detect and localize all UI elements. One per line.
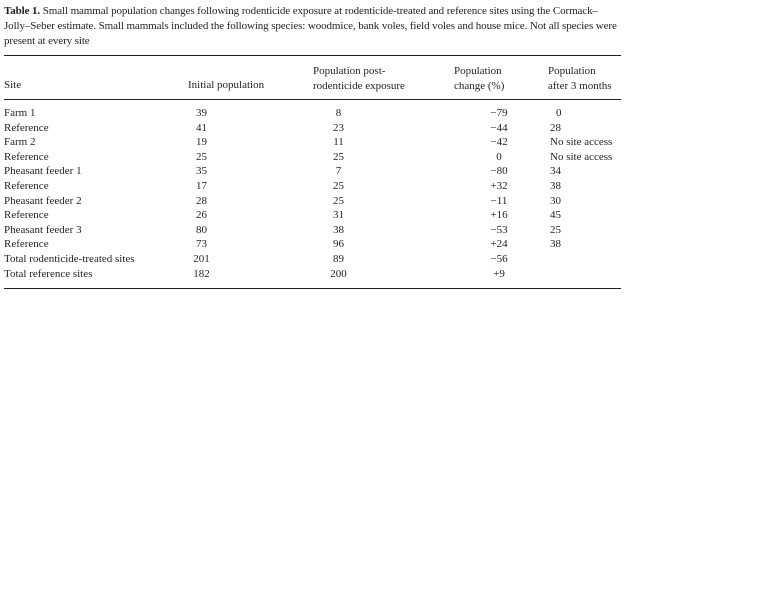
cell-site: Total rodenticide-treated sites	[4, 252, 135, 265]
table-caption	[4, 4, 624, 49]
header-initial: Initial population	[188, 79, 265, 91]
cell-initial: 201	[193, 252, 210, 265]
cell-after: 30	[550, 194, 561, 207]
caption-label: Table 1.	[4, 5, 41, 17]
cell-post: 38	[333, 223, 344, 236]
cell-initial: 73	[196, 238, 207, 251]
cell-after: No site access	[550, 136, 613, 149]
header-after-line1: Population	[548, 65, 596, 77]
cell-site: Reference	[4, 150, 49, 163]
cell-site: Total reference sites	[4, 267, 93, 280]
cell-change: 0	[496, 150, 502, 163]
cell-site: Farm 2	[4, 136, 36, 149]
header-post-line2: rodenticide exposure	[313, 80, 405, 92]
header-after-line2: after 3 months	[548, 80, 612, 92]
cell-after: 38	[550, 179, 561, 192]
cell-after: 25	[550, 223, 561, 236]
header-change-line1: Population	[454, 65, 502, 77]
table-row	[4, 179, 636, 194]
bottom-rule	[4, 288, 621, 289]
table-row	[4, 237, 636, 252]
cell-change: −79	[490, 107, 508, 119]
table-row	[4, 252, 636, 267]
header-site: Site	[4, 79, 22, 91]
cell-change: −11	[490, 194, 508, 207]
caption-text: Small mammal population changes following rodenticide exposure at rodenticide-treated and reference sites using the Cormack–Jolly–Seber estimate. Small mammals included the following species: woodmice, bank voles, field voles and house mice. Not all species were present at every site	[4, 5, 617, 47]
cell-post: 23	[333, 121, 344, 134]
cell-post: 31	[333, 209, 344, 222]
cell-change: +32	[490, 179, 508, 192]
cell-post: 7	[335, 165, 342, 178]
cell-after: 34	[550, 165, 561, 178]
cell-post: 25	[333, 179, 344, 192]
cell-site: Reference	[4, 179, 49, 192]
cell-site: Pheasant feeder 2	[4, 194, 82, 207]
cell-change: −56	[490, 252, 508, 265]
cell-change: −42	[490, 136, 508, 149]
table-row	[4, 106, 636, 121]
cell-initial: 39	[196, 107, 207, 119]
cell-site: Farm 1	[4, 107, 36, 119]
table-row	[4, 267, 636, 282]
cell-site: Pheasant feeder 3	[4, 223, 82, 236]
table-row	[4, 150, 636, 165]
header-change	[454, 64, 504, 94]
cell-initial: 17	[196, 179, 207, 192]
header-post	[313, 64, 405, 94]
cell-after: 38	[550, 238, 561, 251]
cell-after: 0	[556, 107, 562, 119]
header-change-line2: change (%)	[454, 80, 505, 92]
cell-initial: 25	[196, 150, 207, 163]
cell-site: Reference	[4, 209, 49, 222]
cell-post: 200	[330, 267, 347, 280]
cell-after	[550, 267, 636, 282]
cell-post: 11	[333, 136, 344, 149]
cell-change: +24	[490, 238, 508, 251]
table-row	[4, 194, 636, 209]
cell-after: No site access	[550, 150, 613, 163]
cell-initial: 41	[196, 121, 207, 134]
cell-post: 96	[333, 238, 344, 251]
cell-post: 8	[335, 107, 342, 119]
cell-initial: 35	[196, 165, 207, 178]
cell-initial: 182	[193, 267, 210, 280]
cell-change: −44	[490, 121, 508, 134]
cell-site: Reference	[4, 238, 49, 251]
cell-after: 28	[550, 121, 561, 134]
cell-change: −53	[490, 223, 508, 236]
header-rule	[4, 99, 621, 100]
header-post-line1: Population post-	[313, 65, 386, 77]
cell-initial: 19	[196, 136, 207, 149]
cell-after: 45	[550, 209, 561, 222]
cell-post: 89	[333, 252, 344, 265]
cell-initial: 26	[196, 209, 207, 222]
cell-site: Pheasant feeder 1	[4, 165, 82, 178]
table-row	[4, 135, 636, 150]
cell-change: +16	[490, 209, 508, 222]
cell-initial: 80	[196, 223, 207, 236]
table-row	[4, 164, 636, 179]
cell-post: 25	[333, 150, 344, 163]
cell-change: −80	[490, 165, 508, 178]
cell-change: +9	[493, 267, 505, 280]
table-row	[4, 208, 636, 223]
table-row	[4, 121, 636, 136]
cell-initial: 28	[196, 194, 207, 207]
cell-after	[550, 252, 636, 267]
table-row	[4, 223, 636, 238]
header-after	[548, 64, 612, 94]
top-rule	[4, 55, 621, 56]
cell-site: Reference	[4, 121, 49, 134]
data-table	[4, 106, 636, 281]
cell-post: 25	[333, 194, 344, 207]
